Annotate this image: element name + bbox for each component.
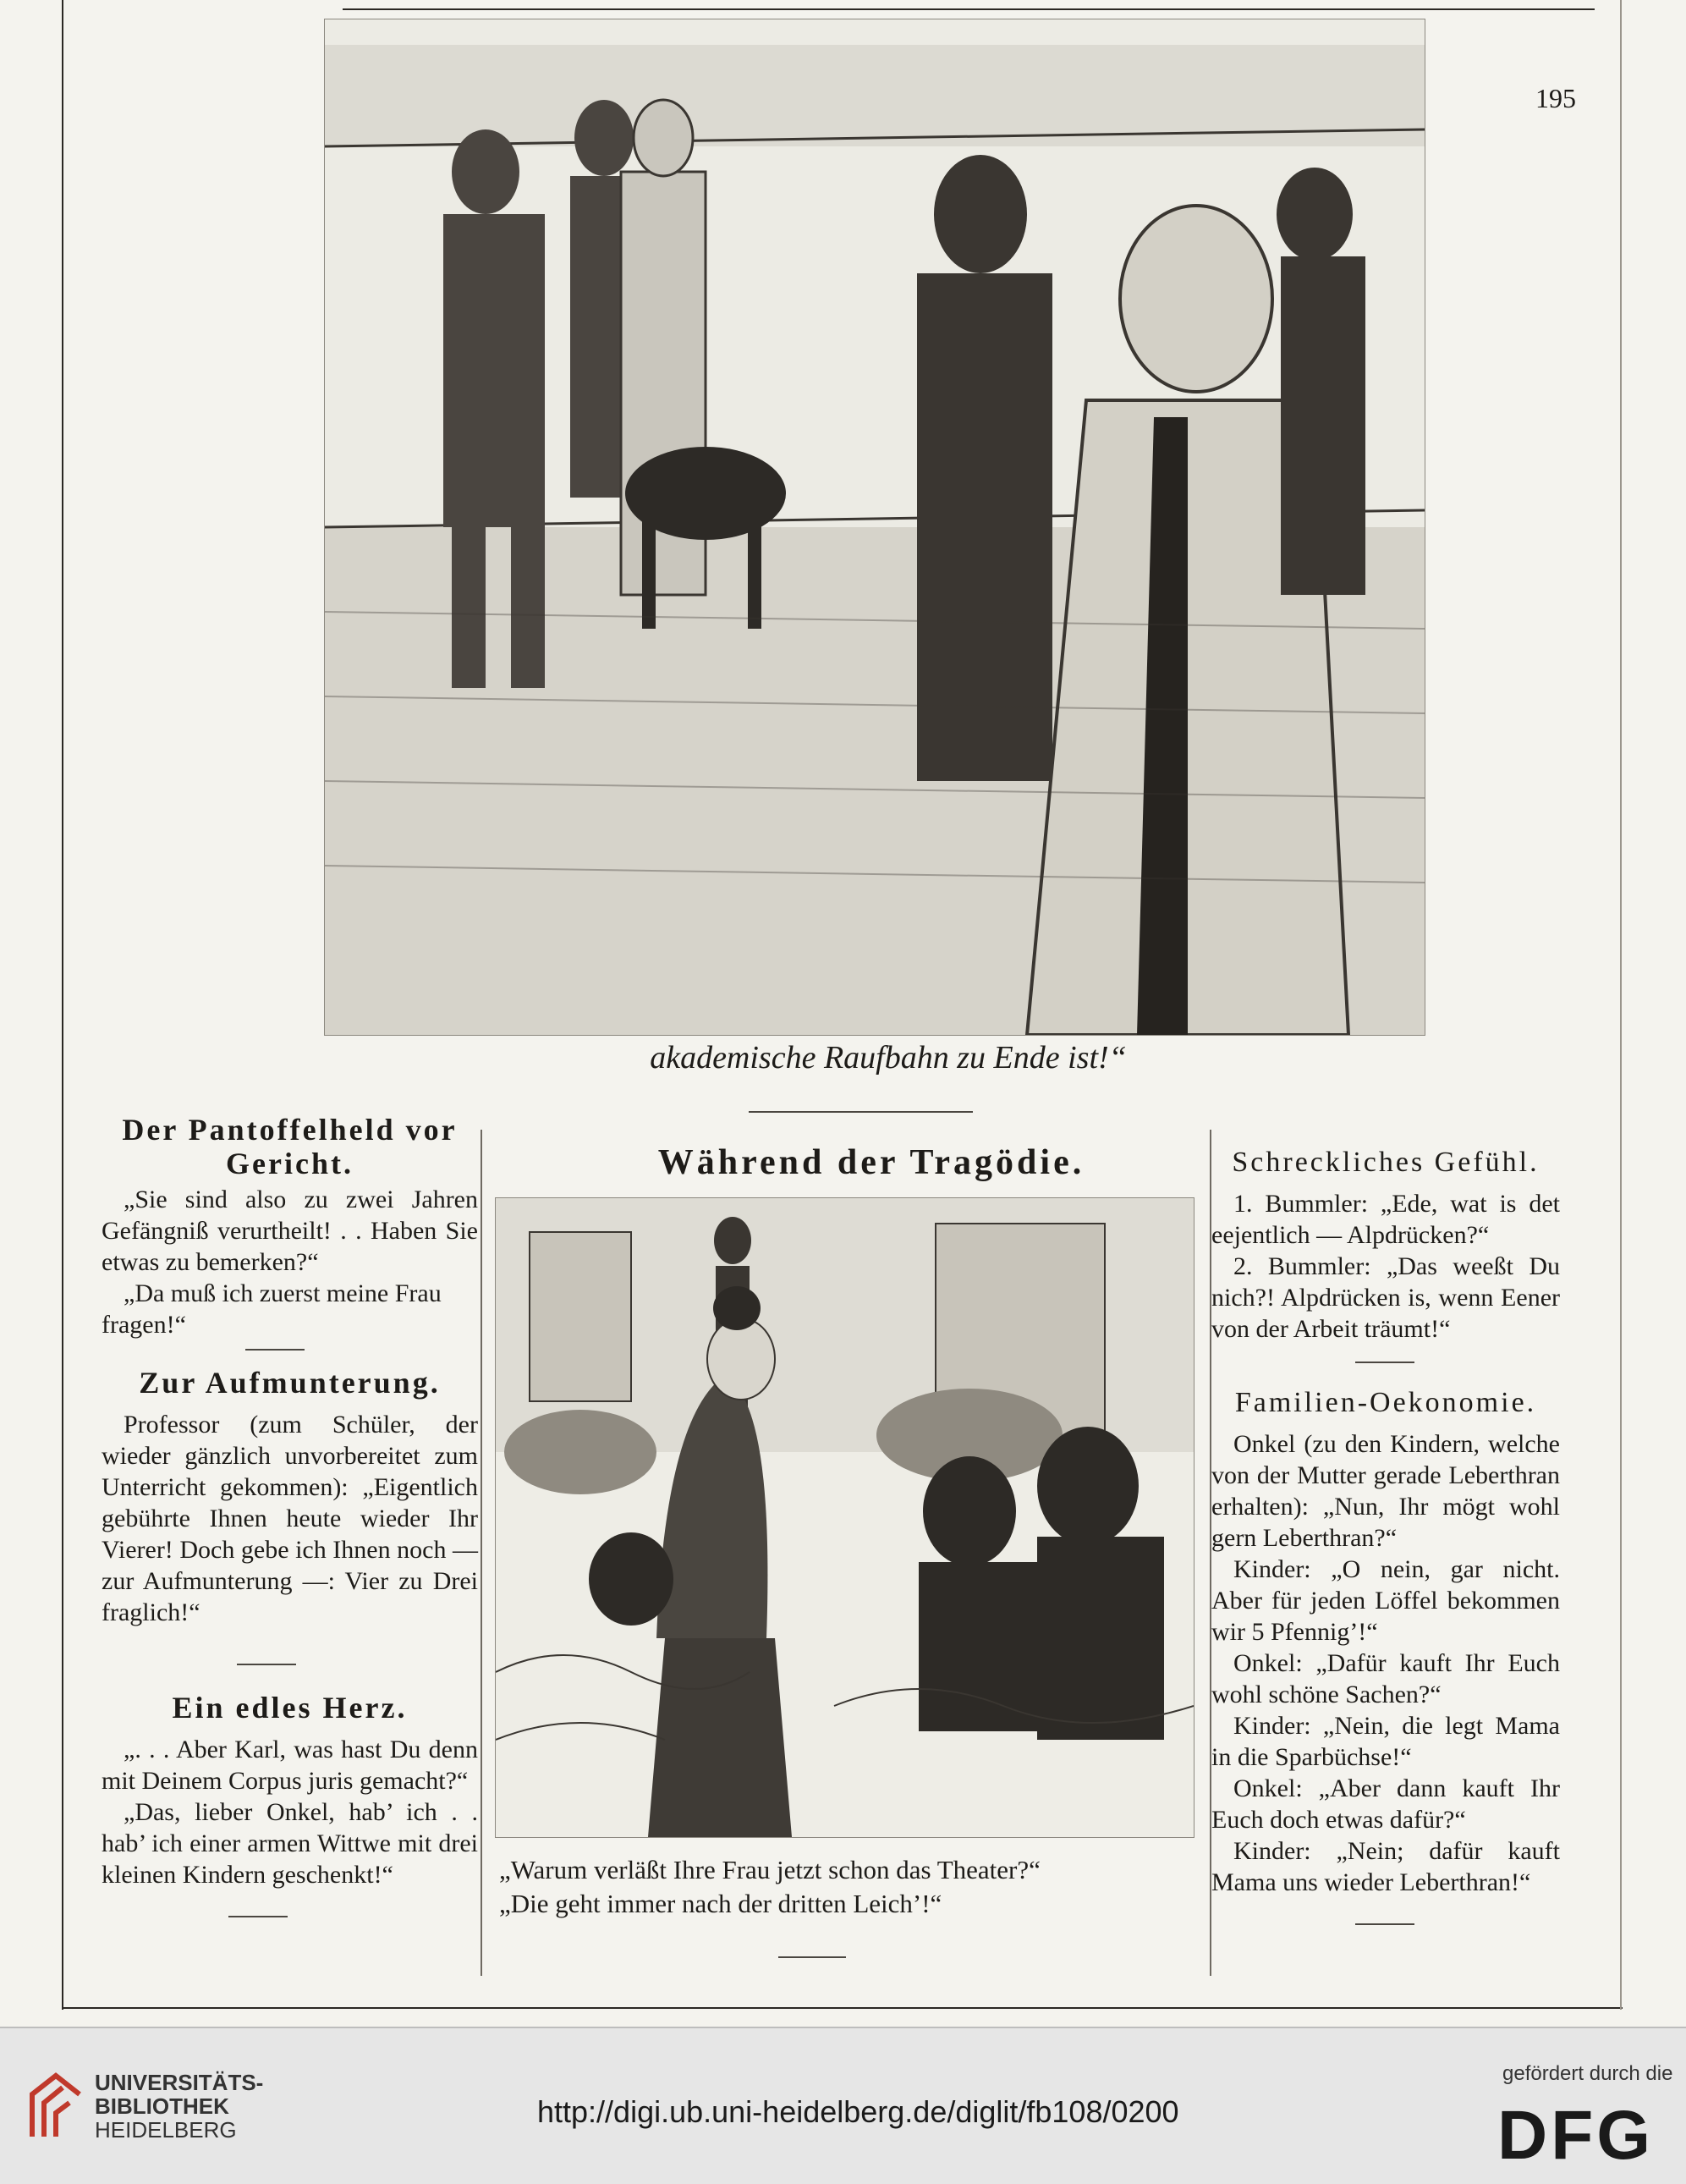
funded-by-label: gefördert durch die	[1502, 2062, 1673, 2085]
article-text: Professor (zum Schüler, der wieder gänzlich unvorbereitet zum Unterricht gekommen): „Eigentlich gebührte Ihnen heute wieder Ihr Vierer! Doch gebe ich Ihnen noch — zur Aufmunterung —: Vier zu Drei fraglich!“	[102, 1411, 478, 1626]
institution-line: BIBLIOTHEK	[95, 2093, 229, 2119]
top-illustration-caption: akademische Raufbahn zu Ende ist!“	[650, 1040, 1127, 1075]
top-illustration	[324, 19, 1425, 1036]
quote-line: „Die geht immer nach der dritten Leich’!“	[499, 1889, 942, 1918]
article-text: „Das, lieber Onkel, hab’ ich . . hab’ ich einer armen Wittwe mit drei kleinen Kindern geschenkt!“	[102, 1798, 478, 1889]
article-text: 2. Bummler: „Das weeßt Du nich?! Alpdrücken is, wenn Eener von der Arbeit träumt!“	[1211, 1252, 1560, 1343]
article-text: „. . . Aber Karl, was hast Du denn mit Deinem Corpus juris gemacht?“	[102, 1736, 478, 1795]
article-title-pantoffelheld: Der Pantoffelheld vor Gericht.	[122, 1113, 458, 1180]
article-text: Onkel (zu den Kindern, welche von der Mutter gerade Leberthran erhalten): „Nun, Ihr mögt wohl gern Leberthran?“	[1211, 1430, 1560, 1552]
article-divider	[245, 1349, 305, 1351]
center-divider	[778, 1956, 846, 1958]
university-library-logo-icon[interactable]	[25, 2069, 86, 2143]
article-divider	[228, 1916, 288, 1917]
article-divider	[1355, 1923, 1414, 1925]
article-text: „Da muß ich zuerst meine Frau fragen!“	[102, 1279, 442, 1339]
caption-divider	[749, 1111, 973, 1113]
page-number: 195	[1535, 83, 1576, 113]
institution-line: UNIVERSITÄTS-	[95, 2070, 264, 2095]
quote-line: „Warum verläßt Ihre Frau jetzt schon das Theater?“	[499, 1855, 1041, 1884]
institution-line: HEIDELBERG	[95, 2117, 237, 2143]
dfg-logo[interactable]: DFG	[1497, 2097, 1655, 2174]
article-text: Onkel: „Aber dann kauft Ihr Euch doch etwas dafür?“	[1211, 1774, 1560, 1834]
article-divider	[1355, 1362, 1414, 1363]
illustration-top-border	[343, 8, 1595, 10]
page-frame-right	[1620, 0, 1622, 2010]
left-column	[102, 1113, 478, 1892]
university-library-name[interactable]	[95, 2071, 263, 2142]
article-text: 1. Bummler: „Ede, wat is det eejentlich — Alpdrücken?“	[1211, 1190, 1560, 1249]
article-text: Kinder: „Nein; dafür kauft Mama uns wieder Leberthran!“	[1211, 1837, 1560, 1896]
document-url-link[interactable]: http://digi.ub.uni-heidelberg.de/diglit/fb108/0200	[537, 2094, 1179, 2129]
page-frame-left	[62, 0, 63, 2010]
article-text: Onkel: „Dafür kauft Ihr Euch wohl schöne Sachen?“	[1211, 1649, 1560, 1708]
right-column	[1211, 1147, 1560, 1900]
footer-bar	[0, 2027, 1686, 2184]
article-title-aufmunterung: Zur Aufmunterung.	[139, 1366, 441, 1400]
article-title-edles-herz: Ein edles Herz.	[172, 1691, 408, 1725]
article-divider	[237, 1664, 296, 1665]
article-title-familien-oekonomie: Familien-Oekonomie.	[1234, 1387, 1537, 1418]
column-divider-left	[481, 1130, 482, 1976]
article-text: „Sie sind also zu zwei Jahren Gefängniß verurtheilt! . . Haben Sie etwas zu bemerken?“	[102, 1186, 478, 1276]
theater-illustration	[495, 1197, 1194, 1838]
page-frame-bottom	[62, 2007, 1623, 2009]
center-quote	[499, 1853, 1193, 1921]
article-text: Kinder: „Nein, die legt Mama in die Sparbüchse!“	[1211, 1712, 1560, 1771]
center-article-title: Während der Tragödie.	[657, 1143, 1085, 1182]
article-title-schreckliches-gefuehl: Schreckliches Gefühl.	[1232, 1147, 1540, 1178]
article-text: Kinder: „O nein, gar nicht. Aber für jeden Löffel bekommen wir 5 Pfennig’!“	[1211, 1555, 1560, 1646]
